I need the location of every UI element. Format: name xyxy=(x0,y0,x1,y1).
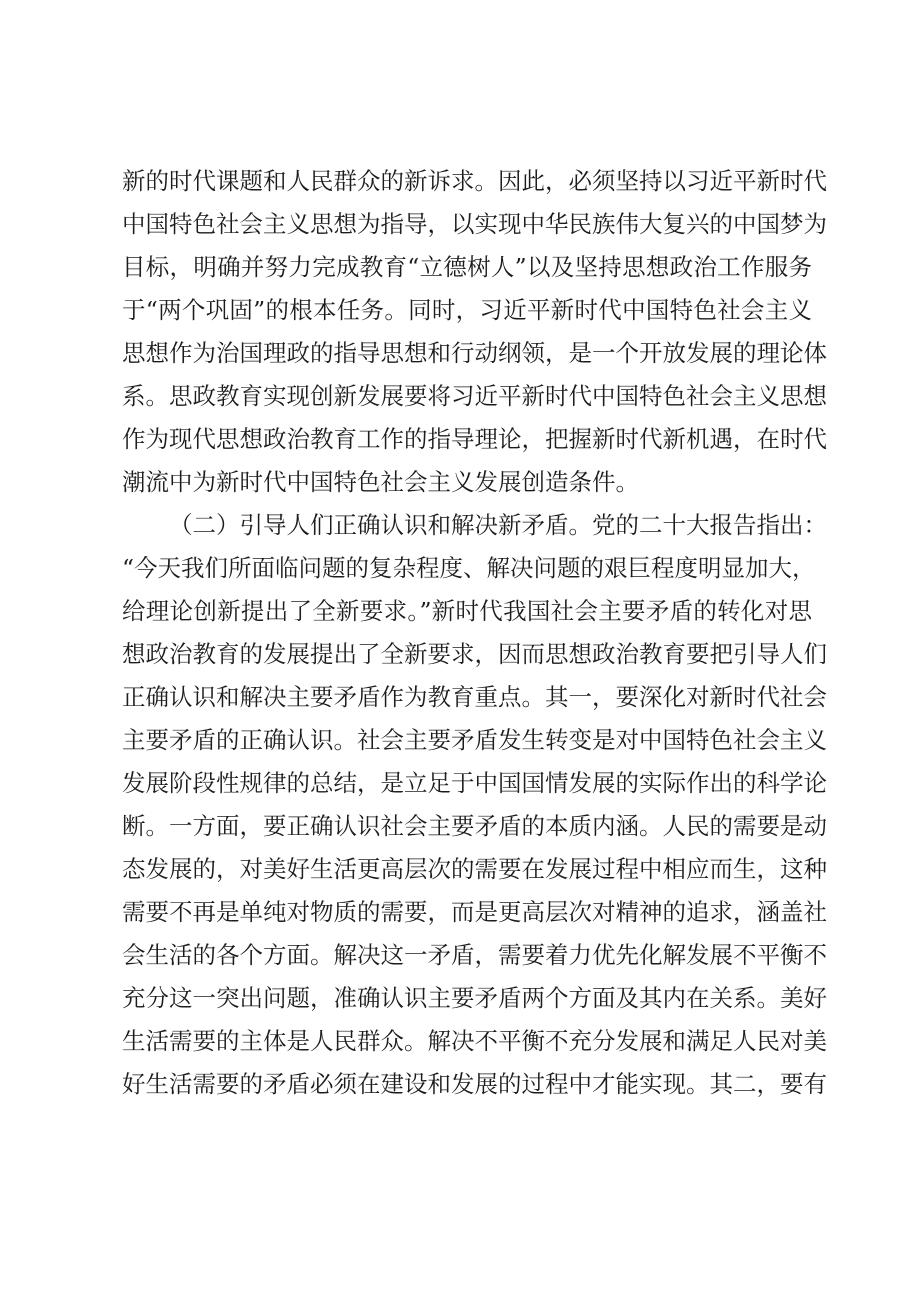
text-line: 作为现代思想政治教育工作的指导理论，把握新时代新机遇，在时代 xyxy=(122,425,827,453)
body-text xyxy=(122,160,827,1106)
text-line: 生活需要的主体是人民群众。解决不平衡不充分发展和满足人民对美 xyxy=(122,1027,827,1055)
text-line: 发展阶段性规律的总结，是立足于中国国情发展的实际作出的科学论 xyxy=(122,769,827,797)
text-line: 目标，明确并努力完成教育“立德树人”以及坚持思想政治工作服务 xyxy=(122,253,812,281)
paragraph-1 xyxy=(122,160,827,504)
text-line: 主要矛盾的正确认识。社会主要矛盾发生转变是对中国特色社会主义 xyxy=(122,726,827,754)
text-line: 正确认识和解决主要矛盾作为教育重点。其一，要深化对新时代社会 xyxy=(122,683,827,711)
text-line: 系。思政教育实现创新发展要将习近平新时代中国特色社会主义思想 xyxy=(122,382,827,410)
text-line: 好生活需要的矛盾必须在建设和发展的过程中才能实现。其二，要有 xyxy=(122,1070,827,1098)
text-line: 潮流中为新时代中国特色社会主义发展创造条件。 xyxy=(122,468,639,496)
text-line: 想政治教育的发展提出了全新要求，因而思想政治教育要把引导人们 xyxy=(122,640,827,668)
text-line: 于“两个巩固”的根本任务。同时，习近平新时代中国特色社会主义 xyxy=(122,296,812,324)
text-line: 中国特色社会主义思想为指导，以实现中华民族伟大复兴的中国梦为 xyxy=(122,210,827,238)
text-line: 会生活的各个方面。解决这一矛盾，需要着力优先化解发展不平衡不 xyxy=(122,941,827,969)
text-line: 新的时代课题和人民群众的新诉求。因此，必须坚持以习近平新时代 xyxy=(122,167,827,195)
text-line: “今天我们所面临问题的复杂程度、解决问题的艰巨程度明显加大， xyxy=(122,554,816,582)
section-heading-line: （二）引导人们正确认识和解决新矛盾。党的二十大报告指出： xyxy=(169,511,827,539)
text-line: 思想作为治国理政的指导思想和行动纲领，是一个开放发展的理论体 xyxy=(122,339,827,367)
text-line: 需要不再是单纯对物质的需要，而是更高层次对精神的追求，涵盖社 xyxy=(122,898,827,926)
text-line: 充分这一突出问题，准确认识主要矛盾两个方面及其内在关系。美好 xyxy=(122,984,827,1012)
text-line: 给理论创新提出了全新要求。”新时代我国社会主要矛盾的转化对思 xyxy=(122,597,812,625)
text-line: 态发展的，对美好生活更高层次的需要在发展过程中相应而生，这种 xyxy=(122,855,827,883)
text-line: 断。一方面，要正确认识社会主要矛盾的本质内涵。人民的需要是动 xyxy=(122,812,827,840)
paragraph-2 xyxy=(122,504,827,1106)
